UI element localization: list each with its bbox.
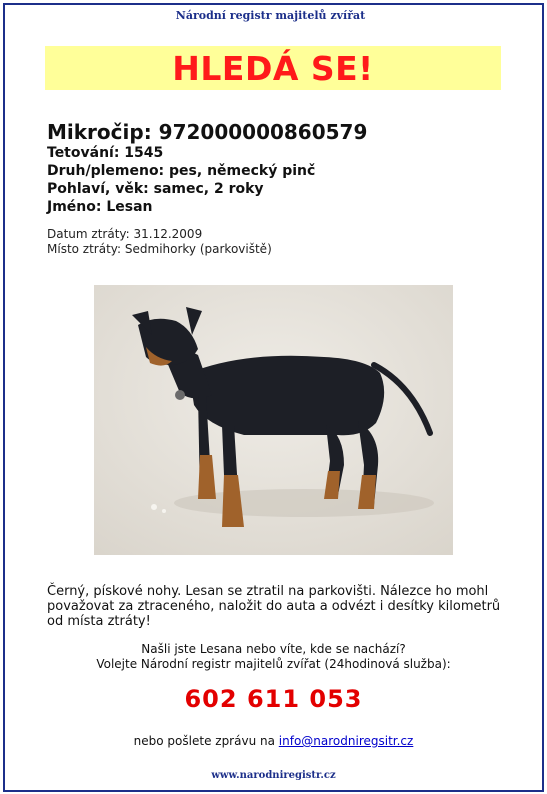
dog-photo-image [94, 285, 453, 555]
pet-info [47, 120, 367, 216]
loss-date: Datum ztráty: 31.12.2009 [47, 227, 203, 241]
email-line [0, 734, 547, 748]
loss-info [47, 227, 272, 257]
loss-place: Místo ztráty: Sedmihorky (parkoviště) [47, 242, 272, 256]
website-link[interactable]: www.narodniregistr.cz [211, 770, 336, 781]
sex-age-line: Pohlaví, věk: samec, 2 roky [47, 181, 264, 197]
email-link[interactable]: info@narodniregsitr.cz [278, 734, 414, 748]
description-text: Černý, pískové nohy. Lesan se ztratil na parkovišti. Nálezce ho mohl považovat za ztraceného, naložit do auta a odvézt i desítky kilometrů od místa ztráty! [47, 584, 501, 629]
tattoo-line: Tetování: 1545 [47, 145, 164, 161]
wanted-heading: HLEDÁ SE! [172, 48, 374, 88]
phone-number[interactable]: 602 611 053 [184, 685, 363, 713]
registry-title: Národní registr majitelů zvířat [175, 9, 366, 22]
contact-question: Našli jste Lesana nebo víte, kde se nachází? [141, 642, 406, 656]
email-prefix: nebo pošlete zprávu na [133, 734, 275, 748]
wanted-banner [45, 46, 501, 90]
microchip-line: Mikročip: 972000000860579 [47, 120, 368, 144]
name-line: Jméno: Lesan [47, 199, 153, 215]
contact-call: Volejte Národní registr majitelů zvířat (24hodinová služba): [96, 657, 451, 671]
dog-photo [94, 285, 453, 555]
breed-line: Druh/plemeno: pes, německý pinč [47, 163, 316, 179]
